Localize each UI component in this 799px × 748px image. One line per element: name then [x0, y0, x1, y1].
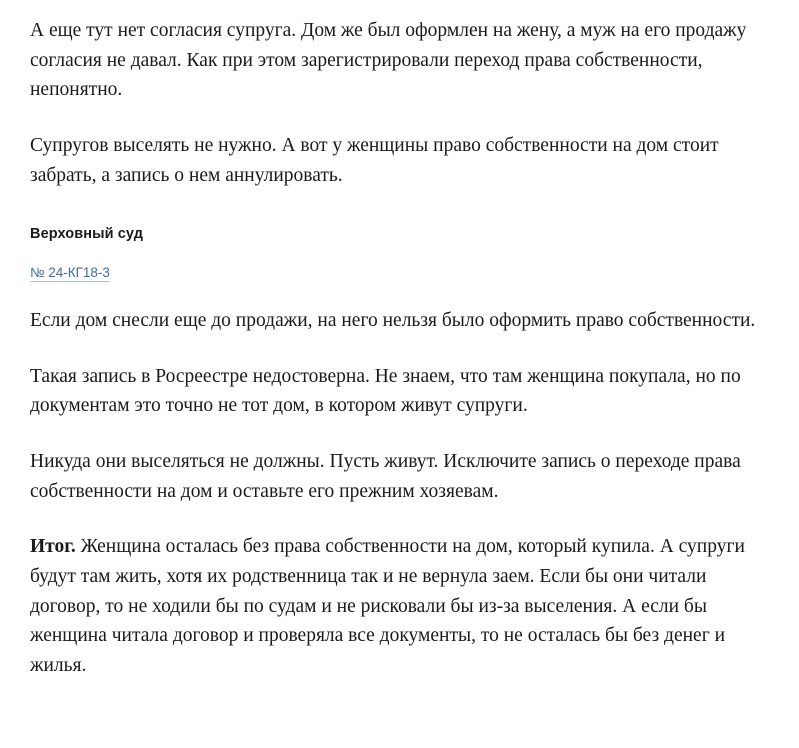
paragraph-spouse-consent: А еще тут нет согласия супруга. Дом же был оформлен на жену, а муж на его продажу согласия не давал. Как при этом зарегистрировали переход права собственности, непонятно.: [30, 20, 747, 101]
paragraph-eviction-opinion: Супругов выселять не нужно. А вот у женщины право собственности на дом стоит забрать, а запись о нем аннулировать.: [30, 134, 719, 186]
court-paragraph-1: Если дом снесли еще до продажи, на него нельзя было оформить право собственности.: [30, 310, 756, 332]
conclusion-paragraph: [30, 532, 769, 680]
court-paragraph-2: Такая запись в Росреестре недостоверна. Не знаем, что там женщина покупала, но по документам это точно не тот дом, в котором живут супруги.: [30, 365, 741, 417]
conclusion-text: Женщина осталась без права собственности на дом, который купила. А супруги будут там жить, хотя их родственница так и не вернула заем. Если бы они читали договор, то не ходили бы по судам и не рисковали бы из-за выселения. А если бы женщина читала договор и проверяла все документы, то не осталась бы без денег и жилья.: [30, 536, 745, 676]
court-paragraph-3: Никуда они выселяться не должны. Пусть живут. Исключите запись о переходе права собственности на дом и оставьте его прежним хозяевам.: [30, 451, 741, 502]
supreme-court-block: [30, 226, 769, 506]
case-number-link[interactable]: № 24-КГ18-3: [30, 265, 110, 281]
supreme-court-heading: Верховный суд: [30, 226, 144, 243]
conclusion-label: Итог.: [30, 536, 76, 558]
